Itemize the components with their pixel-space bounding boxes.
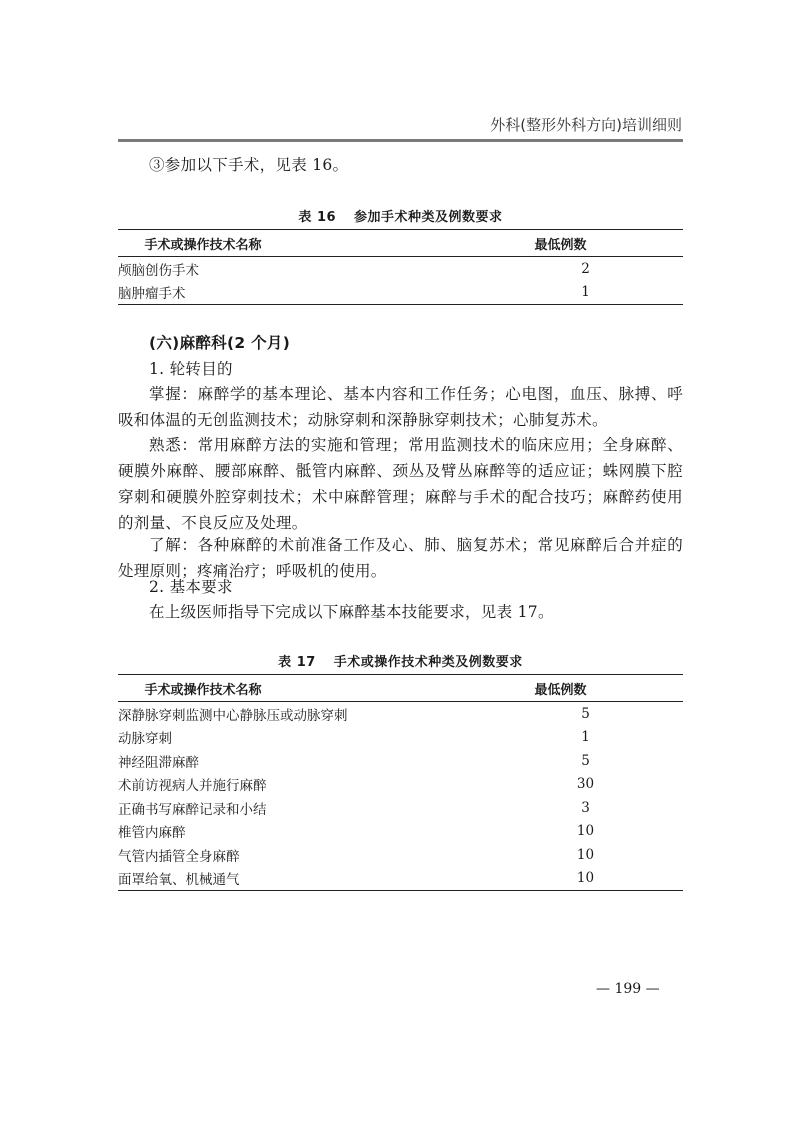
row-count: 3 xyxy=(581,799,590,816)
table16 xyxy=(118,229,683,305)
row-name: 动脉穿刺 xyxy=(118,731,172,748)
paragraph-familiar: 熟悉：常用麻醉方法的实施和管理；常用监测技术的临床应用；全身麻醉、硬膜外麻醉、腰部麻醉、骶管内麻醉、颈丛及臂丛麻醉等的适应证；蛛网膜下腔穿刺和硬膜外腔穿刺技术；术中麻醉管理；麻醉与手术的配合技巧；麻醉药使用的剂量、不良反应及处理。 xyxy=(118,436,683,532)
row-name: 正确书写麻醉记录和小结 xyxy=(118,801,267,818)
row-count: 1 xyxy=(581,729,590,746)
table16-caption xyxy=(118,206,683,225)
intro-paragraph: ③参加以下手术，见表 16。 xyxy=(149,156,349,174)
column-header-count: 最低例数 xyxy=(438,230,683,257)
row-count: 5 xyxy=(581,752,590,769)
paragraph-master: 掌握：麻醉学的基本理论、基本内容和工作任务；心电图，血压、脉搏、呼吸和体温的无创监测技术；动脉穿刺和深静脉穿刺技术；心肺复苏术。 xyxy=(118,385,683,429)
subsection-heading-1: 1. 轮转目的 xyxy=(149,360,233,378)
table-row xyxy=(118,843,683,867)
row-count: 2 xyxy=(581,260,590,277)
row-name: 神经阻滞麻醉 xyxy=(118,754,199,771)
table17-caption xyxy=(118,651,683,670)
row-count: 10 xyxy=(438,867,683,891)
running-header: 外科(整形外科方向)培训细则 xyxy=(490,116,682,134)
table-row xyxy=(118,820,683,844)
paragraph-understand: 了解：各种麻醉的术前准备工作及心、肺、脑复苏术；常见麻醉后合并症的处理原则；疼痛治疗；呼吸机的使用。 xyxy=(118,536,683,580)
subsection-heading-2: 2. 基本要求 xyxy=(149,578,233,596)
column-header-name: 手术或操作技术名称 xyxy=(118,675,438,702)
table17-title: 手术或操作技术种类及例数要求 xyxy=(333,655,523,670)
row-count: 10 xyxy=(576,823,595,840)
table-row xyxy=(118,702,683,726)
table-header-row xyxy=(118,675,683,702)
row-name: 气管内插管全身麻醉 xyxy=(118,848,240,865)
table-row xyxy=(118,796,683,820)
table-row xyxy=(118,749,683,773)
row-name: 深静脉穿刺监测中心静脉压或动脉穿刺 xyxy=(118,707,348,724)
row-count: 30 xyxy=(576,776,595,793)
table16-number: 表 16 xyxy=(298,210,337,225)
table17 xyxy=(118,674,683,891)
header-rule xyxy=(118,139,683,142)
row-name: 术前访视病人并施行麻醉 xyxy=(118,778,267,795)
row-count: 5 xyxy=(581,705,590,722)
table16-title: 参加手术种类及例数要求 xyxy=(354,210,503,225)
row-count: 10 xyxy=(576,846,595,863)
column-header-name: 手术或操作技术名称 xyxy=(118,230,438,257)
section-heading: (六)麻醉科(2 个月) xyxy=(149,334,291,352)
row-name: 面罩给氧、机械通气 xyxy=(118,867,438,891)
row-name: 脑肿瘤手术 xyxy=(118,281,438,305)
table-row xyxy=(118,867,683,891)
table-row xyxy=(118,726,683,750)
table-header-row xyxy=(118,230,683,257)
table17-number: 表 17 xyxy=(278,655,316,670)
row-name: 椎管内麻醉 xyxy=(118,825,186,842)
table-row xyxy=(118,257,683,281)
row-name: 颅脑创伤手术 xyxy=(118,262,199,279)
column-header-count: 最低例数 xyxy=(438,675,683,702)
table-row xyxy=(118,281,683,305)
paragraph-requirement: 在上级医师指导下完成以下麻醉基本技能要求，见表 17。 xyxy=(149,603,554,621)
row-count: 1 xyxy=(438,281,683,305)
table-row xyxy=(118,773,683,797)
